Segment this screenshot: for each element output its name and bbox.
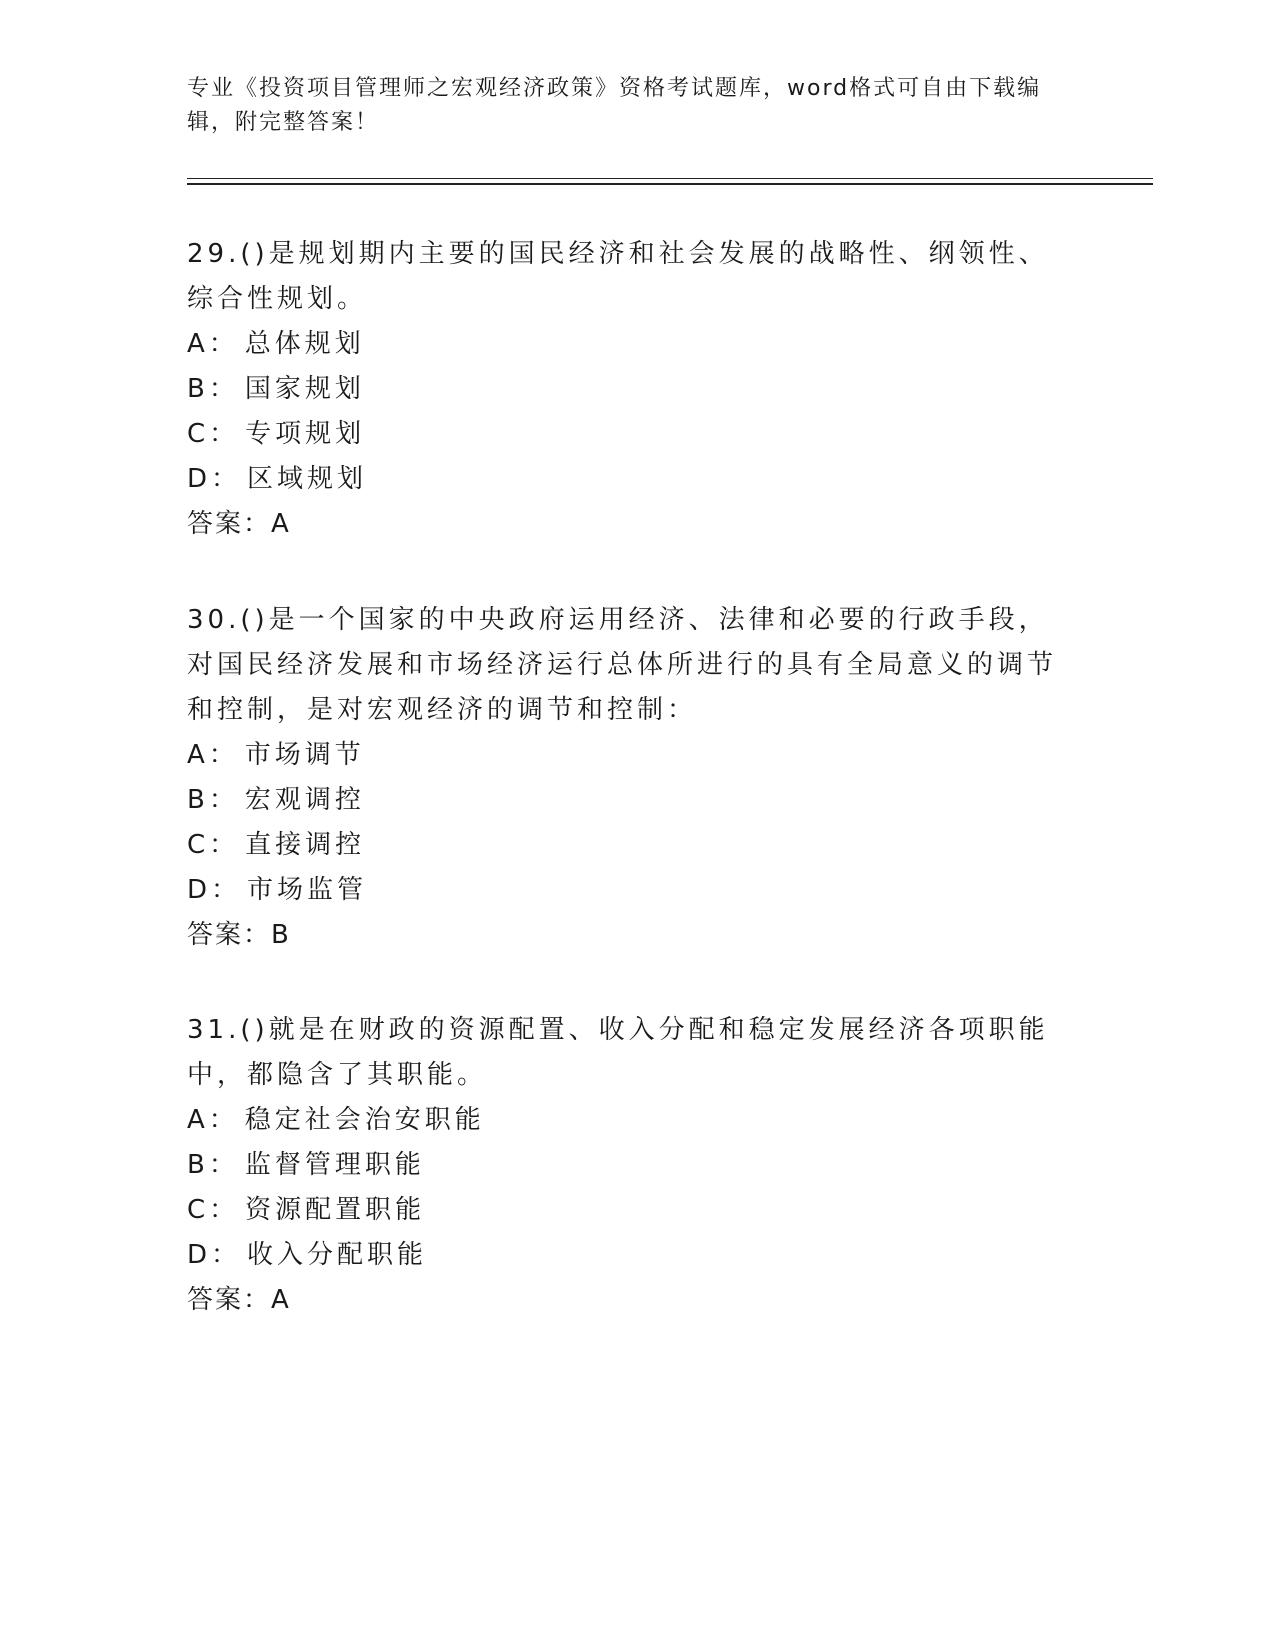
option-d [187, 868, 1067, 913]
option-key: A： [187, 1105, 239, 1135]
option-label: 宏观调控 [244, 785, 365, 815]
option-key: A： [187, 740, 239, 770]
option-label: 稳定社会治安职能 [244, 1105, 485, 1135]
question-30 [187, 598, 1067, 958]
question-31 [187, 1008, 1067, 1323]
answer: 答案：A [187, 509, 291, 539]
option-c [187, 823, 1067, 868]
question-text: 30.()是一个国家的中央政府运用经济、法律和必要的行政手段，对国民经济发展和市场经济运行总体所进行的具有全局意义的调节和控制，是对宏观经济的调节和控制： [187, 605, 1058, 725]
option-d [187, 457, 1067, 502]
option-label: 国家规划 [244, 374, 365, 404]
document-intro: 专业《投资项目管理师之宏观经济政策》资格考试题库，word格式可自由下载编辑，附完整答案！ [187, 76, 1042, 135]
option-key: D： [187, 464, 242, 494]
option-label: 资源配置职能 [245, 1195, 426, 1225]
question-29 [187, 232, 1067, 547]
option-key: D： [187, 875, 242, 905]
option-key: D： [187, 1240, 242, 1270]
option-d [187, 1233, 1067, 1278]
option-b [187, 1143, 1067, 1188]
option-label: 收入分配职能 [247, 1240, 428, 1270]
option-label: 专项规划 [245, 419, 366, 449]
option-key: B： [187, 785, 239, 815]
option-key: B： [187, 374, 239, 404]
option-label: 直接调控 [245, 830, 366, 860]
header-divider-thick [187, 183, 1153, 185]
option-a [187, 1098, 1067, 1143]
answer: 答案：A [187, 1285, 291, 1315]
answer: 答案：B [187, 920, 291, 950]
option-label: 区域规划 [247, 464, 368, 494]
option-key: C： [187, 1195, 240, 1225]
option-b [187, 778, 1067, 823]
option-label: 监督管理职能 [244, 1150, 425, 1180]
option-label: 市场监管 [247, 875, 368, 905]
header-divider-thin [187, 178, 1153, 179]
option-c [187, 1188, 1067, 1233]
option-b [187, 367, 1067, 412]
option-key: B： [187, 1150, 239, 1180]
option-label: 市场调节 [244, 740, 365, 770]
option-label: 总体规划 [244, 329, 365, 359]
question-text: 29.()是规划期内主要的国民经济和社会发展的战略性、纲领性、综合性规划。 [187, 239, 1049, 314]
option-c [187, 412, 1067, 457]
option-key: A： [187, 329, 239, 359]
option-key: C： [187, 419, 240, 449]
option-a [187, 322, 1067, 367]
option-a [187, 733, 1067, 778]
question-text: 31.()就是在财政的资源配置、收入分配和稳定发展经济各项职能中，都隐含了其职能。 [187, 1015, 1049, 1090]
option-key: C： [187, 830, 240, 860]
